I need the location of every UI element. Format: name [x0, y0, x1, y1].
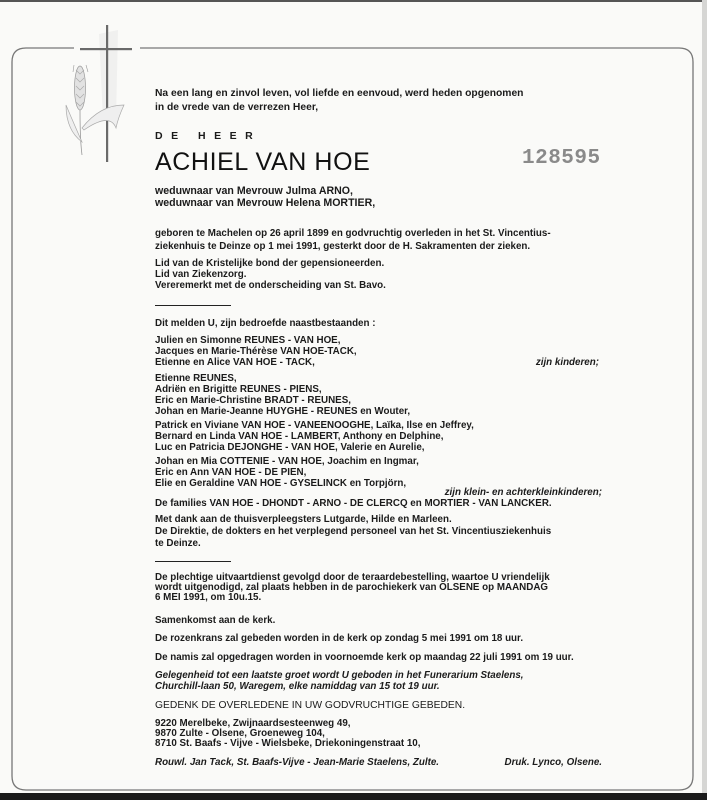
grandchild-line: Adriën en Brigitte REUNES - PIENS,	[155, 384, 322, 395]
address-line: 9870 Zulte - Olsene, Groeneweg 104,	[155, 728, 325, 739]
cross-wheat-icon	[66, 25, 140, 162]
funeral-line: De plechtige uitvaartdienst gevolgd door de teraardebestelling, waartoe U vriendelijk	[155, 572, 550, 583]
rosary-line: De rozenkrans zal gebeden worden in de kerk op zondag 5 mei 1991 om 18 uur.	[155, 633, 524, 644]
thanks-line: Met dank aan de thuisverpleegsters Lutgarde, Hilde en Marleen.	[155, 514, 452, 525]
thanks-line: te Deinze.	[155, 538, 201, 549]
grandchild-line: Luc en Patricia DEJONGHE - VAN HOE, Valerie en Aurelie,	[155, 442, 425, 453]
intro-line: in de vrede van de verrezen Heer,	[155, 102, 319, 113]
families-line: De families VAN HOE - DHONDT - ARNO - DE CLERCQ en MORTIER - VAN LANCKER.	[155, 498, 552, 509]
announcement: Dit melden U, zijn bedroefde naastbestaanden :	[155, 318, 376, 329]
divider	[155, 305, 231, 306]
address-line: 9220 Merelbeke, Zwijnaardsesteenweg 49,	[155, 718, 351, 729]
funeral-line: 6 MEI 1991, om 10u.15.	[155, 592, 262, 603]
child-line: Julien en Simonne REUNES - VAN HOE,	[155, 335, 341, 346]
grandchild-line: Patrick en Viviane VAN HOE - VANEENOOGHE, Laïka, Ilse en Jeffrey,	[155, 420, 474, 431]
membership-line: Vereremerkt met de onderscheiding van St. Bavo.	[155, 280, 386, 291]
printer-line: Druk. Lynco, Olsene.	[504, 757, 602, 768]
grandchild-line: Etienne REUNES,	[155, 373, 237, 384]
membership-line: Lid van Ziekenzorg.	[155, 269, 247, 280]
visitation-line: Gelegenheid tot een laatste groet wordt U geboden in het Funerarium Staelens,	[155, 670, 524, 681]
divider	[155, 561, 231, 562]
grandchild-line: Johan en Mia COTTENIE - VAN HOE, Joachim en Ingmar,	[155, 456, 419, 467]
children-label: zijn kinderen;	[535, 357, 599, 368]
widower-line: weduwnaar van Mevrouw Helena MORTIER,	[155, 197, 376, 209]
intro-line: Na een lang en zinvol leven, vol liefde en eenvoud, werd heden opgenomen	[155, 88, 524, 99]
thanks-line: De Direktie, de dokters en het verplegend personeel van het St. Vincentiusziekenhuis	[155, 526, 552, 537]
gathering-line: Samenkomst aan de kerk.	[155, 615, 276, 626]
address-line: 8710 St. Baafs - Vijve - Wielsbeke, Driekoningenstraat 10,	[155, 738, 421, 749]
grandchild-line: Bernard en Linda VAN HOE - LAMBERT, Anthony en Delphine,	[155, 431, 444, 442]
grandchild-line: Johan en Marie-Jeanne HUYGHE - REUNES en Wouter,	[155, 406, 411, 417]
grandchild-line: Eric en Ann VAN HOE - DE PIEN,	[155, 467, 307, 478]
grandchild-line: Elie en Geraldine VAN HOE - GYSELINCK en Torpjörn,	[155, 478, 407, 489]
birth-death-line: ziekenhuis te Deinze op 1 mei 1991, gesterkt door de H. Sakramenten der zieken.	[155, 241, 531, 252]
child-line: Jacques en Marie-Thérèse VAN HOE-TACK,	[155, 346, 357, 357]
deceased-name: ACHIEL VAN HOE	[155, 148, 371, 176]
visitation-line: Churchill-laan 50, Waregem, elke namiddag van 15 tot 19 uur.	[155, 681, 440, 692]
widower-line: weduwnaar van Mevrouw Julma ARNO,	[155, 185, 353, 197]
undertakers-line: Rouwl. Jan Tack, St. Baafs-Vijve - Jean-Marie Staelens, Zulte.	[155, 757, 440, 768]
membership-line: Lid van de Kristelijke bond der gepensioneerden.	[155, 258, 385, 269]
birth-death-line: geboren te Machelen op 26 april 1899 en godvruchtig overleden in het St. Vincentius-	[155, 228, 551, 239]
title-prefix: DE HEER	[155, 130, 262, 142]
grandchildren-label: zijn klein- en achterkleinkinderen;	[444, 487, 602, 498]
grandchild-line: Eric en Marie-Christine BRADT - REUNES,	[155, 395, 351, 406]
child-line: Etienne en Alice VAN HOE - TACK,	[155, 357, 315, 368]
remember-line: GEDENK DE OVERLEDENE IN UW GODVRUCHTIGE GEBEDEN.	[155, 700, 466, 711]
mass-line: De namis zal opgedragen worden in voornoemde kerk op maandag 22 juli 1991 om 19 uur.	[155, 652, 574, 663]
archive-stamp-number: 128595	[522, 147, 601, 170]
funeral-line: wordt uitgenodigd, zal plaats hebben in de parochiekerk van OLSENE op MAANDAG	[155, 582, 549, 593]
